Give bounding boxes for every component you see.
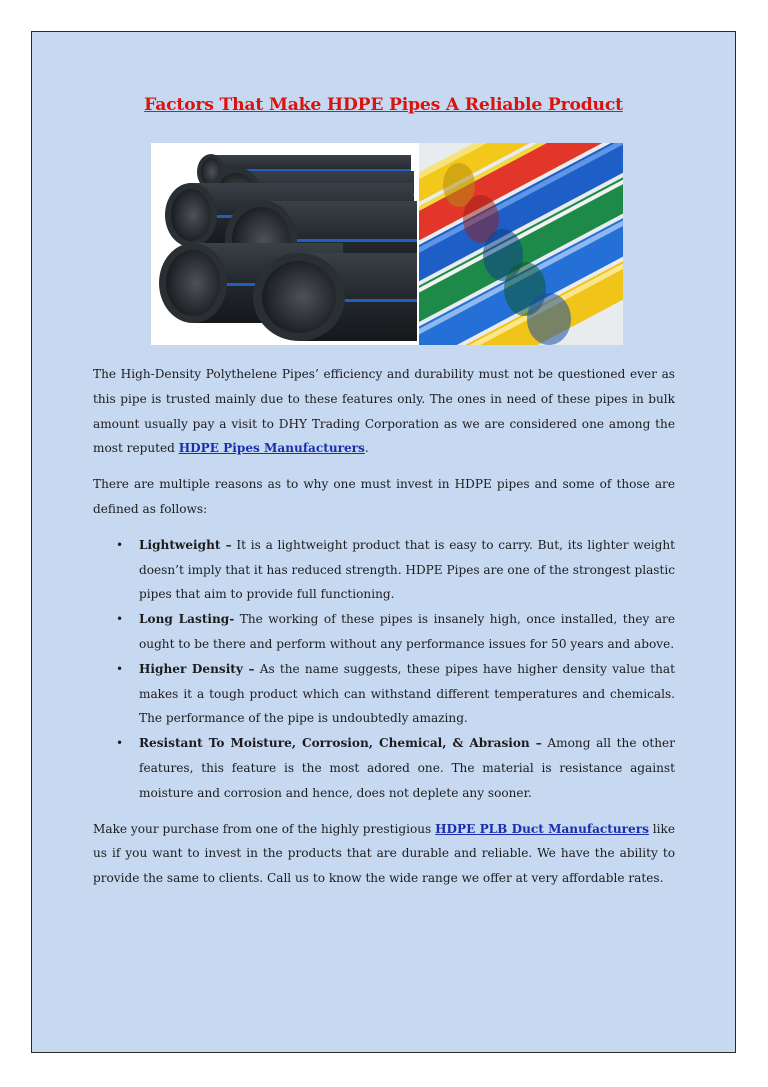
article-body (93, 362, 675, 902)
lead-paragraph: There are multiple reasons as to why one must invest in HDPE pipes and some of those are defined as follows: (93, 477, 675, 516)
document-page (31, 31, 736, 1053)
list-item: • Higher Density – As the name suggests, these pipes have higher density value that makes it a tough product which can withstand different temperatures and chemicals. The performance of the pipe is undoubtedly amazing. (139, 657, 675, 731)
closing-paragraph: Make your purchase from one of the highly prestigious HDPE PLB Duct Manufacturers like us if you want to invest in the products that are durable and reliable. We have the ability to provide the same to clients. Call us to know the wide range we offer at very affordable rates. (93, 821, 676, 886)
list-item: • Resistant To Moisture, Corrosion, Chemical, & Abrasion – Among all the other features, this feature is the most adored one. The material is resistance against moisture and corrosion and hence, does not deplete any sooner. (139, 731, 675, 805)
hdpe-plb-duct-manufacturers-link[interactable]: HDPE PLB Duct Manufacturers (435, 821, 649, 836)
hdpe-pipes-manufacturers-link[interactable]: HDPE Pipes Manufacturers (178, 441, 365, 456)
list-item: • Lightweight – It is a lightweight product that is easy to carry. But, its lighter weight doesn’t imply that it has reduced strength. HDPE Pipes are one of the strongest plastic pipes that aim to provide full functioning. (139, 533, 675, 607)
list-item: • Long Lasting- The working of these pipes is insanely high, once installed, they are ought to be there and perform without any performance issues for 50 years and above. (139, 607, 675, 657)
black-hdpe-pipe-stack-image (151, 143, 419, 345)
document-title: Factors That Make HDPE Pipes A Reliable Product (144, 95, 623, 115)
colored-plb-duct-pipes-image (419, 143, 623, 345)
features-list (93, 533, 675, 806)
intro-paragraph: The High-Density Polythelene Pipes’ efficiency and durability must not be questioned ever as this pipe is trusted mainly due to these features only. The ones in need of these pipes in bulk amount usually pay a visit to DHY Trading Corporation as we are considered one among the most reputed HDPE Pipes Manufacturers. (93, 367, 675, 456)
